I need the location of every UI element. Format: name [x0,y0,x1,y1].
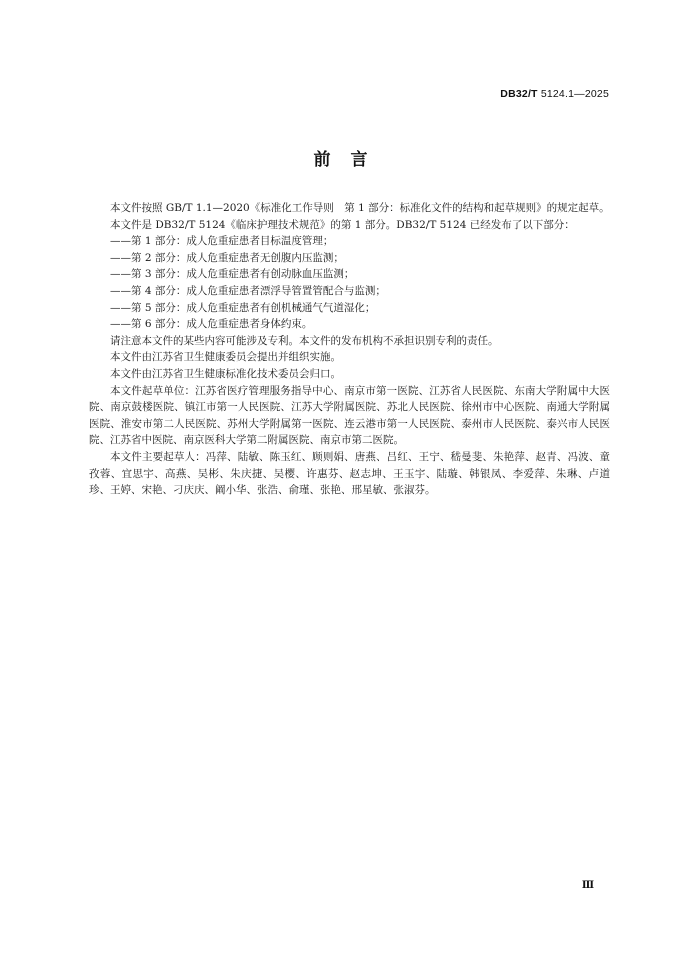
list-item-part-1: ——第 1 部分：成人危重症患者目标温度管理； [110,235,334,248]
paragraph-series-intro: 本文件是 DB32/T 5124《临床护理技术规范》的第 1 部分。DB32/T 5124 已经发布了以下部分： [110,218,575,231]
document-code [500,88,609,100]
paragraph-proposer: 本文件由江苏省卫生健康委员会提出并组织实施。 [110,351,341,364]
paragraph-patent-notice: 请注意本文件的某些内容可能涉及专利。本文件的发布机构不承担识别专利的责任。 [110,334,499,347]
document-code-prefix: DB32/T [500,88,538,100]
list-item-part-5: ——第 5 部分：成人危重症患者有创机械通气气道湿化； [110,301,376,314]
list-item-part-4: ——第 4 部分：成人危重症患者漂浮导管置管配合与监测； [110,284,386,297]
page-title: 前言 [313,150,388,170]
paragraph-drafting-units: 本文件起草单位：江苏省医疗管理服务指导中心、南京市第一医院、江苏省人民医院、东南大学附属中大医院、南京鼓楼医院、镇江市第一人民医院、江苏大学附属医院、苏北人民医院、徐州市中心医院、南通大学附属医院、淮安市第二人民医院、苏州大学附属第一医院、连云港市第一人民医院、泰州市人民医院、泰兴市人民医院、江苏省中医院、南京医科大学第二附属医院、南京市第二医院。 [89,384,610,447]
document-code-number: 5124.1—2025 [540,88,609,100]
page-number: Ⅲ [581,880,594,891]
paragraph-committee: 本文件由江苏省卫生健康标准化技术委员会归口。 [110,367,341,380]
foreword-body [89,200,610,499]
list-item-part-2: ——第 2 部分：成人危重症患者无创腹内压监测； [110,251,344,264]
list-item-part-3: ——第 3 部分：成人危重症患者有创动脉血压监测； [110,268,355,281]
list-item-part-6: ——第 6 部分：成人危重症患者身体约束。 [110,318,313,331]
paragraph-drafters: 本文件主要起草人：冯萍、陆敏、陈玉红、顾则娟、唐燕、吕红、王宁、嵇曼斐、朱艳萍、赵青、冯波、童孜蓉、宜思宇、高燕、吴彬、朱庆捷、吴樱、许惠芬、赵志坤、王玉宇、陆璇、韩银凤、李爱萍、朱琳、卢道珍、王婷、宋艳、刁庆庆、阚小华、张浩、俞瑾、张艳、邢星敏、张淑芬。 [89,450,610,497]
paragraph-drafting-rules: 本文件按照 GB/T 1.1—2020《标准化工作导则 第 1 部分：标准化文件的结构和起草规则》的规定起草。 [110,202,610,214]
